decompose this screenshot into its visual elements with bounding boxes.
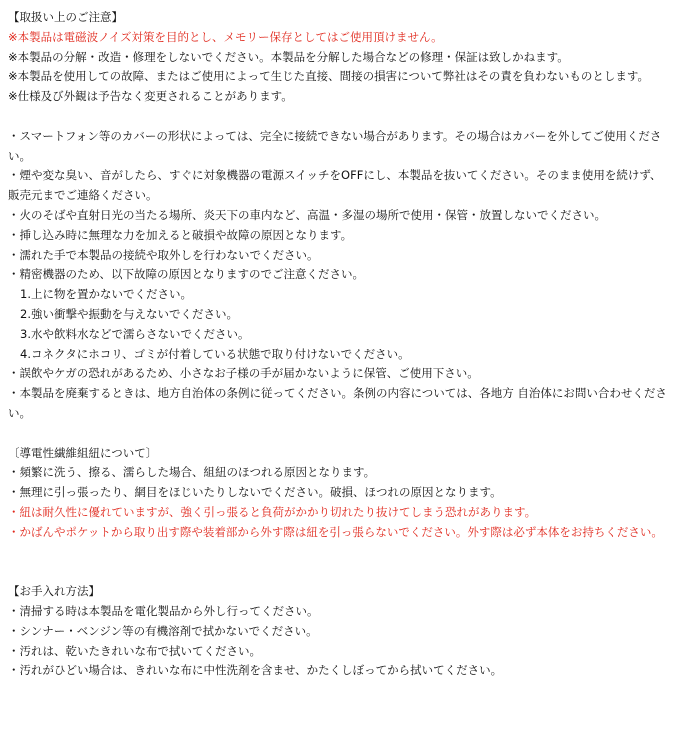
instruction-item: ・濡れた手で本製品の接続や取外しを行わないでください。 <box>8 247 319 262</box>
cord-heading: 〔導電性繊維組紐について〕 <box>8 445 158 460</box>
precision-subitem: 2.強い衝撃や振動を与えないでください。 <box>20 306 238 321</box>
cord-item: ・無理に引っ張ったり、網目をほじいたりしないでください。破損、ほつれの原因となります。 <box>8 485 502 500</box>
caution-section <box>8 8 694 107</box>
instruction-item: ・火のそばや直射日光の当たる場所、炎天下の車内など、高温・多湿の場所で使用・保管・放置しないでください。 <box>8 207 606 222</box>
care-heading: 【お手入れ方法】 <box>8 584 100 599</box>
spacer <box>8 543 694 583</box>
caution-note: ※仕様及び外観は予告なく変更されることがあります。 <box>8 89 293 104</box>
caution-warning: ※本製品は電磁波ノイズ対策を目的とし、メモリー保存としてはご使用頂けません。 <box>8 29 443 44</box>
cord-warning: ・かばんやポケットから取り出す際や装着部から外す際は紐を引っ張らないでください。外す際は必ず本体をお持ちください。 <box>8 524 663 539</box>
cord-item: ・頻繁に洗う、擦る、濡らした場合、組紐のほつれる原因となります。 <box>8 465 376 480</box>
instruction-item-continued: い。 <box>8 148 31 163</box>
spacer <box>8 107 694 127</box>
precision-subitem: 1.上に物を置かないでください。 <box>20 287 192 302</box>
instruction-item: ・本製品を廃棄するときは、地方自治体の条例に従ってください。条例の内容については、各地方 自治体にお問い合わせくださ <box>8 386 667 401</box>
spacer <box>8 424 694 444</box>
instruction-item: ・誤飲やケガの恐れがあるため、小さなお子様の手が届かないように保管、ご使用下さい。 <box>8 366 479 381</box>
instruction-item: ・スマートフォン等のカバーの形状によっては、完全に接続できない場合があります。その場合はカバーを外してご使用くださ <box>8 128 662 143</box>
care-section <box>8 582 694 681</box>
precision-subitem: 3.水や飲料水などで濡らさないでください。 <box>20 326 250 341</box>
cord-warning: ・紐は耐久性に優れていますが、強く引っ張ると負荷がかかり切れたり抜けてしまう恐れがあります。 <box>8 504 537 519</box>
instruction-item: ・精密機器のため、以下故障の原因となりますのでご注意ください。 <box>8 267 365 282</box>
care-item: ・シンナー・ベンジン等の有機溶剤で拭かないでください。 <box>8 623 318 638</box>
instruction-item-continued: い。 <box>8 405 31 420</box>
usage-instructions-section <box>8 127 694 424</box>
caution-heading: 【取扱い上のご注意】 <box>8 10 123 24</box>
cord-section <box>8 444 694 543</box>
precision-subitem: 4.コネクタにホコリ、ゴミが付着している状態で取り付けないでください。 <box>20 346 410 361</box>
care-item: ・清掃する時は本製品を電化製品から外し行ってください。 <box>8 603 319 618</box>
caution-note: ※本製品の分解・改造・修理をしないでください。本製品を分解した場合などの修理・保証は致しかねます。 <box>8 49 569 64</box>
instruction-item-continued: 販売元までご連絡ください。 <box>8 188 158 203</box>
caution-note: ※本製品を使用しての故障、またはご使用によって生じた直接、間接の損害について弊社はその責を負わないものとします。 <box>8 69 649 84</box>
instruction-item: ・挿し込み時に無理な力を加えると破損や故障の原因となります。 <box>8 227 353 242</box>
care-instructions-document <box>8 8 694 681</box>
care-item: ・汚れがひどい場合は、きれいな布に中性洗剤を含ませ、かたくしぼってから拭いてください。 <box>8 663 503 678</box>
care-item: ・汚れは、乾いたきれいな布で拭いてください。 <box>8 643 261 658</box>
instruction-item: ・煙や変な臭い、音がしたら、すぐに対象機器の電源スイッチをOFFにし、本製品を抜いてください。そのまま使用を続けず、 <box>8 168 662 183</box>
